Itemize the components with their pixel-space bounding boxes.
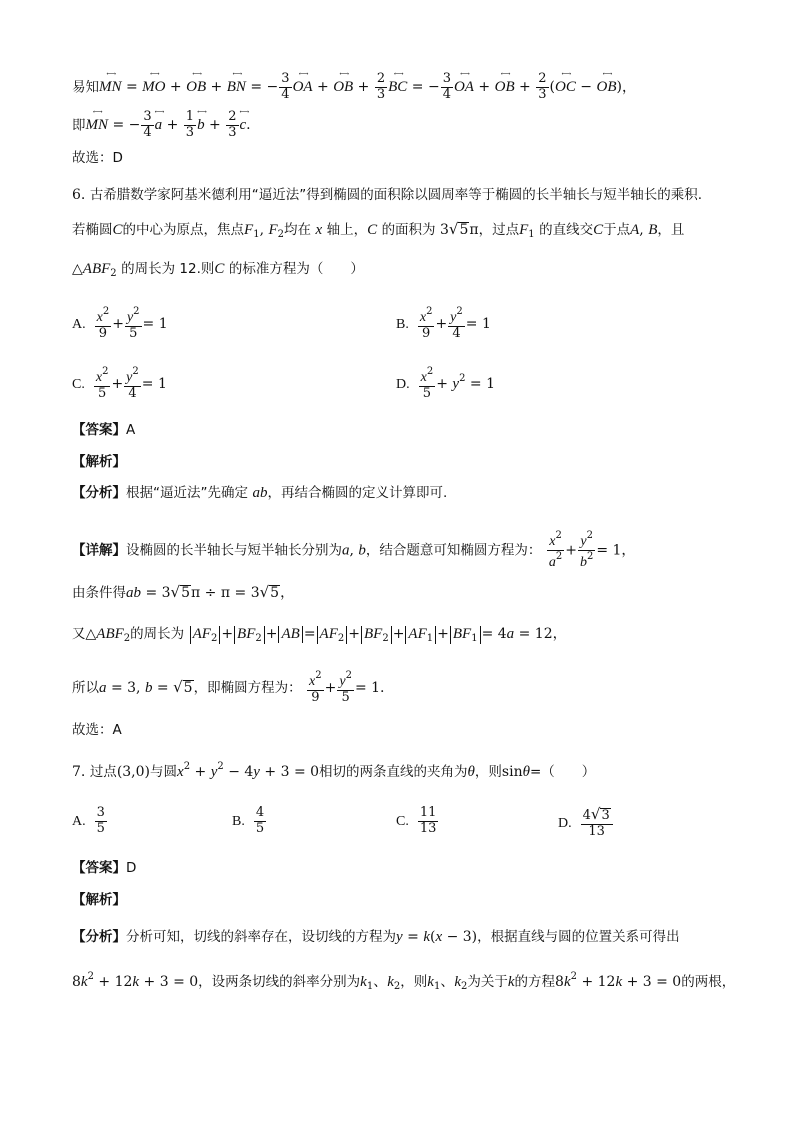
q7-analysis-label: 【解析】 [72,892,126,908]
top-answer-choice: 故选：D [72,150,123,166]
q6-fenxi: 【分析】根据“逼近法”先确定 ab，再结合椭圆的定义计算即可. [72,485,448,501]
q6-text-1: 古希腊数学家阿基米德利用“逼近法”得到椭圆的面积除以圆周率等于椭圆的长半轴长与短半轴长的乘积. [89,187,703,203]
q7-option-c[interactable]: C. $\frac{11}{13}$ [396,805,437,836]
q7-option-a[interactable]: A. $\frac{3}{5}$ [72,805,105,836]
q7-option-d[interactable]: D. $\frac{4√3}{13}$ [558,806,614,840]
q6-detail: 【详解】设椭圆的长半轴长与短半轴长分别为a, b，结合题意可知椭圆方程为： $\frac{x^2}{a^2}$ + $\frac{y^2}{b^2}$ = 1， [72,530,636,571]
q6-number: 6. [72,187,86,203]
q7-fenxi-2: $8k^2 + 12k + 3 = 0$，设两条切线的斜率分别为$k_1$、$k_2$，则$k_1$、$k_2$为关于k的方程$8k^2 + 12k + 3 = 0$的两根， [72,971,736,992]
q6-option-c[interactable]: C. $\frac{x^2}{5}$ + $\frac{y^2}{4}$ = 1 [72,366,167,402]
q6-option-b[interactable]: B. $\frac{x^2}{9}$ + $\frac{y^2}{4}$ = 1 [396,306,491,342]
q7-fenxi-1: 【分析】分析可知，切线的斜率存在，设切线的方程为y = k(x − 3)，根据直线与圆的位置关系可得出 [72,929,680,945]
q7-answer: 【答案】D [72,860,137,876]
q6-conclusion: 所以a = 3, b = √5，即椭圆方程为： $\frac{x^2}{9}$ + $\frac{y^2}{5}$ = 1. [72,670,385,706]
q6-option-d[interactable]: D. $\frac{x^2}{5}$ + $y^2 = 1$ [396,366,495,402]
q6-condition: 由条件得ab = 3√5π ÷ π = 3√5， [72,583,295,601]
q6-line-3: $\triangle ABF_2$ 的周长为 12.则C 的标准方程为（ ） [72,261,364,279]
easy-know-label: 易知 [72,79,99,96]
q7-line-1: 7. 过点(3,0)与圆$x^2 + y^2 - 4y + 3 = 0$相切的两条直线的夹角为θ，则sinθ=（ ） [72,761,596,780]
q6-answer: 【答案】A [72,422,136,438]
q6-choose: 故选：A [72,722,122,738]
mn-result-expression: ←→ MN = − $\frac{3}{4}$ ←→ a + $\frac{1}{3}$ ←→ b + $\frac{2}{3}$ ←→ c. [86,117,251,133]
q6-analysis-label: 【解析】 [72,454,126,470]
q7-option-b[interactable]: B. $\frac{4}{5}$ [232,805,265,836]
so-label: 即 [72,117,86,134]
mn-result-line [72,110,251,141]
mn-vector-line: 易知←→ MN = ←→ MO + ←→ OB + ←→ BN = − $\frac{3}{4}$ ←→ OA + ←→ OB + $\frac{2}{3}$ ←→ BC = − $\frac{3}{4}$ ←→ OA + ←→ OB + $\frac{2}{3}$ (←→ OC − ←→ OB)， [72,72,636,103]
mn-vector-expression: ←→ MN = ←→ MO + ←→ OB + ←→ BN = − $\frac{3}{4}$ ←→ OA + ←→ OB + $\frac{2}{3}$ ←→ BC = − $\frac{3}{4}$ ←→ OA + ←→ OB + $\frac{2}{3}$ (←→ OC − ←→ OB) [99,79,622,95]
q6-line-2: 若椭圆C的中心为原点，焦点$F_1$, $F_2$均在 x 轴上，C 的面积为 3√5π，过点$F_1$ 的直线交C于点A, B，且 [72,220,685,240]
q6-line-1 [72,188,702,203]
q6-option-a[interactable]: A. $\frac{x^2}{9}$ + $\frac{y^2}{5}$ = 1 [72,306,168,342]
q6-perimeter: 又$\triangle ABF_2$的周长为 $AF_2 + BF_2$ + AB = $AF_2 + BF_2 + AF_1 + BF_1 = 4a = 12$， [72,626,567,644]
